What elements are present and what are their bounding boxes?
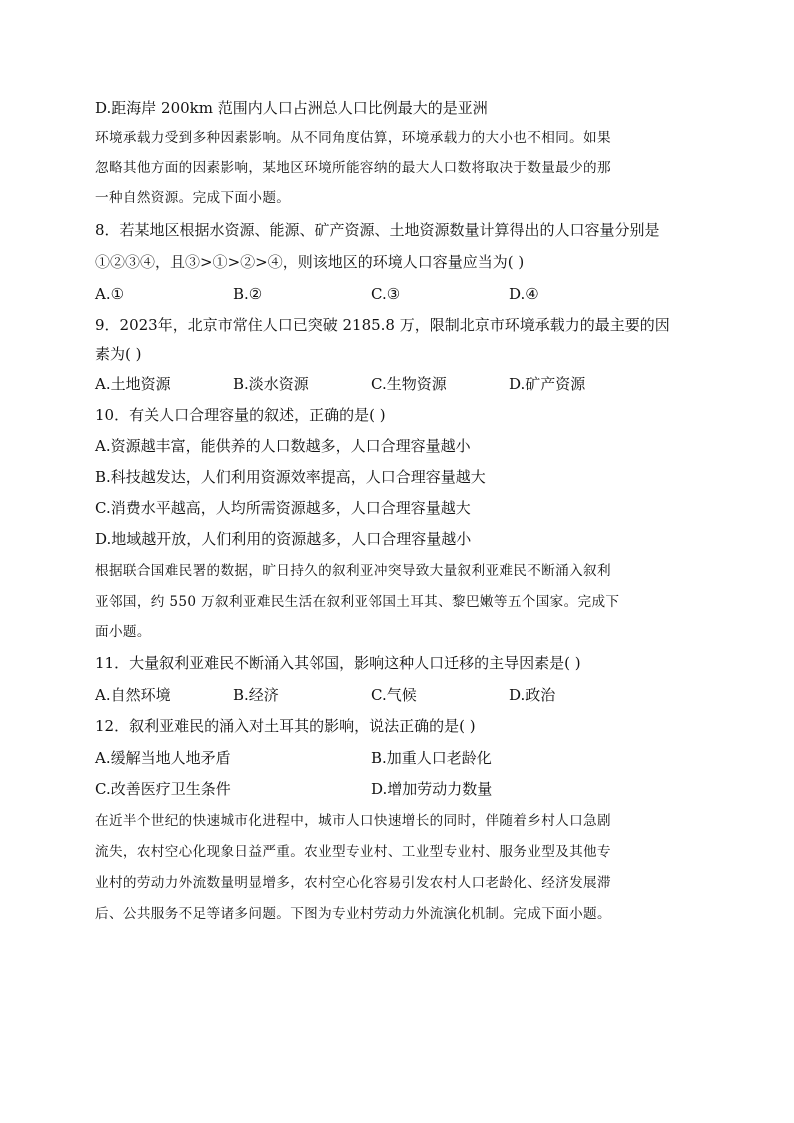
q12-option-a[interactable]: A.缓解当地人地矛盾 <box>95 749 231 767</box>
passage-3-line-1: 在近半个世纪的快速城市化进程中，城市人口快速增长的同时，伴随着乡村人口急剧 <box>95 813 611 829</box>
q10-option-b[interactable]: B.科技越发达，人们利用资源效率提高，人口合理容量越大 <box>95 468 486 486</box>
passage-1-line-2: 忽略其他方面的因素影响，某地区环境所能容纳的最大人口数将取决于数量最少的那 <box>95 160 611 176</box>
passage-2-line-1: 根据联合国难民署的数据，旷日持久的叙利亚冲突导致大量叙利亚难民不断涌入叙利 <box>95 563 611 579</box>
q10-stem: 10．有关人口合理容量的叙述，正确的是( ) <box>95 406 386 424</box>
q8-option-a[interactable]: A.① <box>95 285 125 303</box>
q8-option-b[interactable]: B.② <box>233 285 263 303</box>
q9-option-a[interactable]: A.土地资源 <box>95 375 171 393</box>
q10-option-a[interactable]: A.资源越丰富，能供养的人口数越多，人口合理容量越小 <box>95 437 471 455</box>
q9-option-d[interactable]: D.矿产资源 <box>509 375 586 393</box>
q12-option-d[interactable]: D.增加劳动力数量 <box>371 780 493 798</box>
q8-stem-line-1: 8．若某地区根据水资源、能源、矿产资源、土地资源数量计算得出的人口容量分别是 <box>95 221 660 239</box>
q9-stem-line-2: 素为( ) <box>95 345 142 363</box>
q9-stem-line-1: 9．2023年，北京市常住人口已突破 2185.8 万，限制北京市环境承载力的最主要的因 <box>95 316 670 334</box>
q12-stem: 12．叙利亚难民的涌入对土耳其的影响，说法正确的是( ) <box>95 717 476 735</box>
q10-option-d[interactable]: D.地域越开放，人们利用的资源越多，人口合理容量越小 <box>95 530 472 548</box>
passage-2-line-3: 面小题。 <box>95 624 151 640</box>
q11-option-d[interactable]: D.政治 <box>509 686 556 704</box>
passage-3-line-3: 业村的劳动力外流数量明显增多，农村空心化容易引发农村人口老龄化、经济发展滞 <box>95 875 611 891</box>
q11-stem: 11．大量叙利亚难民不断涌入其邻国，影响这种人口迁移的主导因素是( ) <box>95 654 581 672</box>
q10-option-c[interactable]: C.消费水平越高，人均所需资源越多，人口合理容量越大 <box>95 499 471 517</box>
q11-option-c[interactable]: C.气候 <box>371 686 417 704</box>
passage-3-line-2: 流失，农村空心化现象日益严重。农业型专业村、工业型专业村、服务业型及其他专 <box>95 844 611 860</box>
q9-option-c[interactable]: C.生物资源 <box>371 375 447 393</box>
q12-option-b[interactable]: B.加重人口老龄化 <box>371 749 492 767</box>
q8-option-c[interactable]: C.③ <box>371 285 401 303</box>
q12-option-c[interactable]: C.改善医疗卫生条件 <box>95 780 231 798</box>
q7-option-d: D.距海岸 200km 范围内人口占洲总人口比例最大的是亚洲 <box>95 99 488 117</box>
passage-1-line-1: 环境承载力受到多种因素影响。从不同角度估算，环境承载力的大小也不相同。如果 <box>95 130 611 146</box>
passage-3-line-4: 后、公共服务不足等诸多问题。下图为专业村劳动力外流演化机制。完成下面小题。 <box>95 906 611 922</box>
q9-option-b[interactable]: B.淡水资源 <box>233 375 309 393</box>
q8-stem-line-2: ①②③④，且③>①>②>④，则该地区的环境人口容量应当为( ) <box>95 253 525 271</box>
passage-2-line-2: 亚邻国，约 550 万叙利亚难民生活在叙利亚邻国土耳其、黎巴嫩等五个国家。完成下 <box>95 594 620 610</box>
q8-option-d[interactable]: D.④ <box>509 285 539 303</box>
q11-option-a[interactable]: A.自然环境 <box>95 686 171 704</box>
passage-1-line-3: 一种自然资源。完成下面小题。 <box>95 190 291 206</box>
q11-option-b[interactable]: B.经济 <box>233 686 279 704</box>
